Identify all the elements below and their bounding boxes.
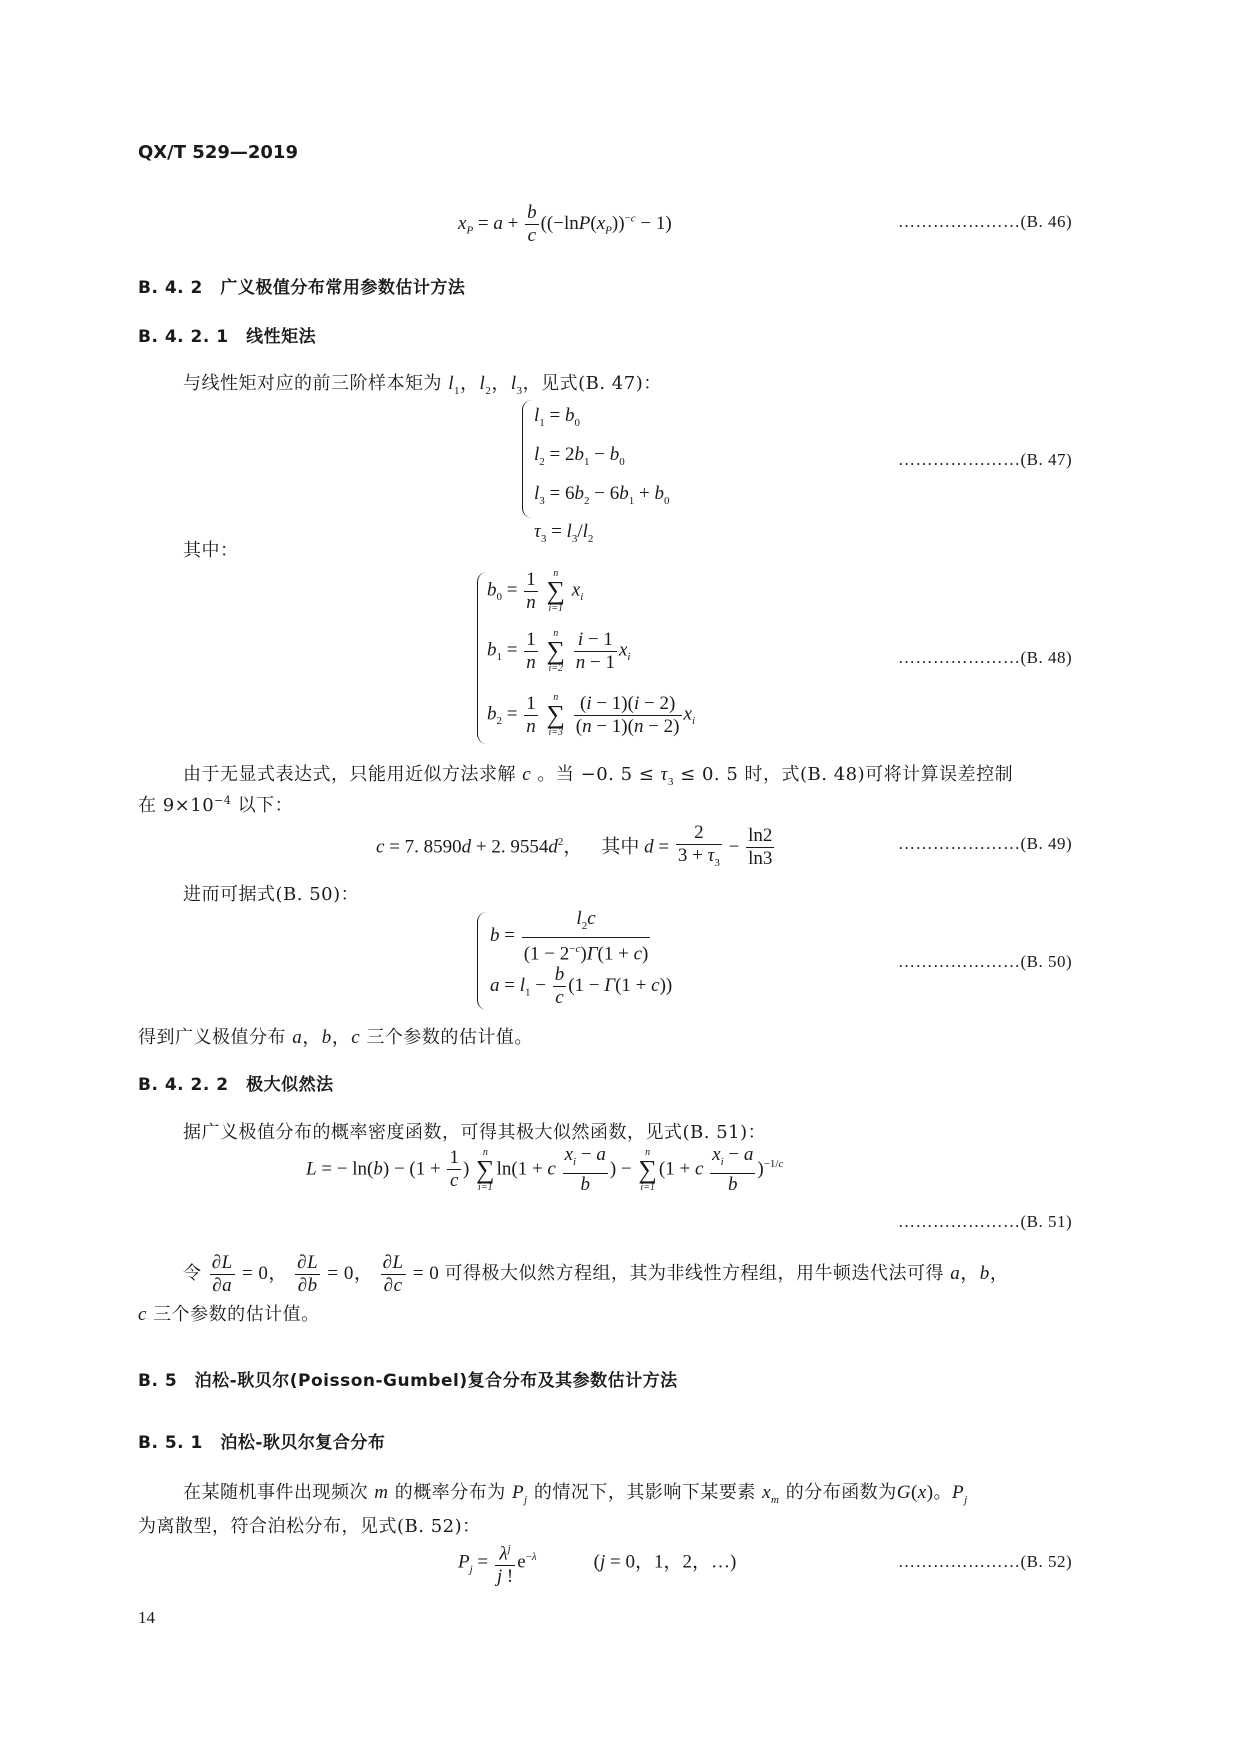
paragraph-gev-estimates: 得到广义极值分布 a，b，c 三个参数的估计值。 — [138, 1027, 533, 1048]
paragraph-by-b50: 进而可据式(B. 50)： — [183, 884, 360, 905]
equation-b50: b = $\frac{l_2c}{(1 - 2^{-c})\Gamma(1 + c)}$ $a = l_1$ − $\frac{b}{c}$ (1 − Γ(1 + c)) — [490, 908, 673, 1008]
equation-label-b47: …………………(B. 47) — [898, 450, 1073, 469]
equation-b47: $l_1 = b_0$ $l_2 = 2b_1 - b_0$ $l_3 = 6b_2 - 6b_1 + b_0$ $\tau_3 = l_3/l_2$ — [534, 405, 670, 546]
section-heading-b5: B. 5 泊松-耿贝尔(Poisson-Gumbel)复合分布及其参数估计方法 — [138, 1371, 678, 1391]
brace-b47 — [522, 400, 533, 518]
equation-label-b52: …………………(B. 52) — [898, 1552, 1073, 1571]
equation-label-b50: …………………(B. 50) — [898, 952, 1073, 971]
section-heading-b422: B. 4. 2. 2 极大似然法 — [138, 1075, 334, 1095]
paragraph-discrete-poisson: 为离散型，符合泊松分布，见式(B. 52)： — [138, 1516, 481, 1537]
equation-label-b48: …………………(B. 48) — [898, 648, 1073, 667]
paragraph-sample-moments: 与线性矩对应的前三阶样本矩为 $l_1$，$l_2$，$l_3$，见式(B. 47)： — [183, 373, 662, 397]
standard-code-header: QX/T 529—2019 — [138, 142, 298, 163]
section-heading-b51: B. 5. 1 泊松-耿贝尔复合分布 — [138, 1433, 386, 1453]
paragraph-likelihood: 据广义极值分布的概率密度函数，可得其极大似然函数，见式(B. 51)： — [183, 1122, 767, 1143]
equation-b51: L = − ln(b) − (1 + $\frac{1}{c}$ ) n ∑ i=1 ln(1 + c $\frac{x_i - a}{b}$ ) − n ∑ i=1 (1 + c $\frac{x_i - a}{b}$ )$^{-1/c}$ — [306, 1144, 784, 1195]
equation-b48: $b_0$ = $\frac{1}{n}$ n ∑ i=1 $x_i$ $b_1$ = $\frac{1}{n}$ n ∑ i=2 $\frac{i - 1}{n - 1}$ $x_i$ $b_2$ = $\frac{1}{n}$ n ∑ i=3 $\frac{(i - 1)(i - 2)}{(n - 1)(n - 2)}$ $x_i$ — [487, 568, 696, 738]
equation-b52: $P_j$ = $\frac{\lambda^j}{j !}$ $e^{-\lambda}$ (j = 0，1，2，…) — [458, 1538, 736, 1588]
brace-b50 — [477, 912, 488, 1010]
equation-label-b46: …………………(B. 46) — [898, 212, 1073, 231]
paragraph-error-bound: 在 $9\times 10^{-4}$ 以下： — [138, 794, 294, 816]
section-heading-b421: B. 4. 2. 1 线性矩法 — [138, 327, 317, 347]
section-heading-b42: B. 4. 2 广义极值分布常用参数估计方法 — [138, 278, 466, 298]
equation-label-b51: …………………(B. 51) — [898, 1212, 1073, 1231]
equation-b46: $x_P = a$ + $\frac{b}{c}$ $((-\ln P(x_P))^{-c} - 1)$ — [458, 202, 672, 246]
equation-b49: c = 7. 8590d + 2. $9554d^2$， 其中 d = $\frac{2}{3 + \tau_3}$ − $\frac{\ln 2}{\ln 3}$ — [376, 822, 773, 870]
paragraph-three-params: c 三个参数的估计值。 — [138, 1304, 320, 1325]
equation-label-b49: …………………(B. 49) — [898, 834, 1073, 853]
paragraph-likelihood-equations: 令 $\frac{\partial L}{\partial a}$ = 0， $\frac{\partial L}{\partial b}$ = 0， $\frac{\partial L}{\partial c}$ = 0 可得极大似然方程组，其为非线性方程组，用牛顿迭代法可得 a，b， — [183, 1252, 1010, 1296]
paragraph-random-event: 在某随机事件出现频次 m 的概率分布为 $P_j$ 的情况下，其影响下某要素 $x_m$ 的分布函数为G(x)。$P_j$ — [183, 1482, 968, 1506]
paragraph-where: 其中： — [183, 540, 239, 561]
page-number: 14 — [138, 1608, 155, 1627]
paragraph-approximation: 由于无显式表达式，只能用近似方法求解 c 。当 −0. $5 \le \tau_3 \le 0$. 5 时，式(B. 48)可将计算误差控制 — [183, 764, 1014, 788]
